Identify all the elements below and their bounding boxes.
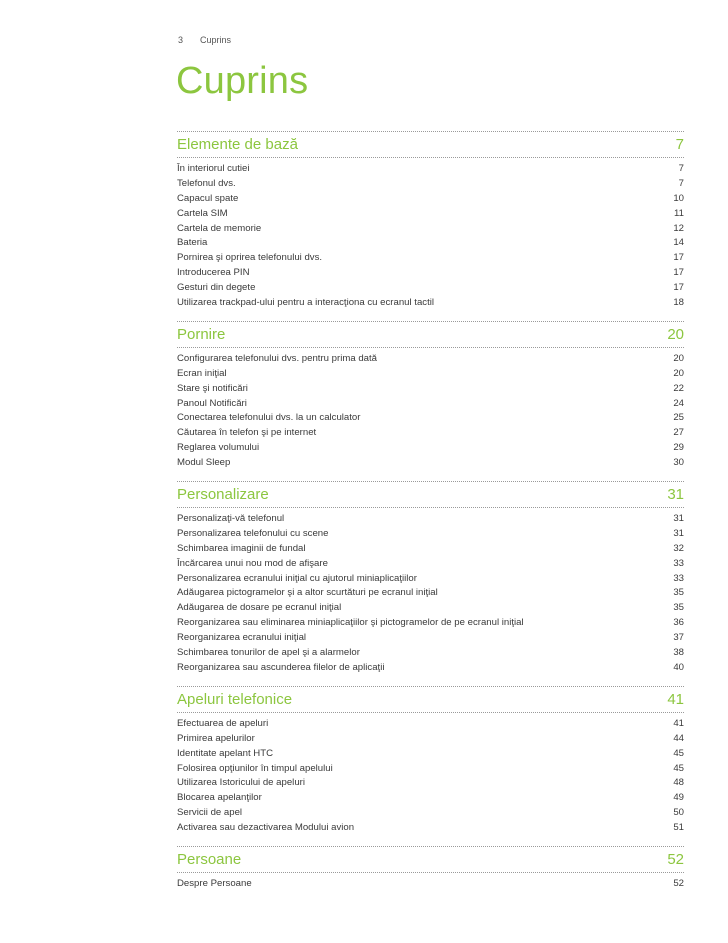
toc-entry-page: 25 [673, 412, 684, 424]
section-heading[interactable] [177, 131, 684, 158]
toc-entry[interactable] [177, 352, 684, 367]
toc-entry[interactable] [177, 382, 684, 397]
toc-entry[interactable] [177, 631, 684, 646]
toc-entry-label: Configurarea telefonului dvs. pentru prima dată [177, 352, 377, 364]
toc-entry-page: 37 [673, 632, 684, 644]
toc-entry-label: Folosirea opţiunilor în timpul apelului [177, 762, 333, 774]
toc-entry-label: Gesturi din degete [177, 282, 256, 294]
toc-entry-page: 7 [678, 163, 684, 174]
toc-entry[interactable] [177, 557, 684, 572]
toc-entry[interactable] [177, 207, 684, 222]
toc-entry-page: 41 [673, 717, 684, 729]
toc-entry-page: 17 [673, 267, 684, 279]
toc-entry[interactable] [177, 367, 684, 382]
toc-entry[interactable] [177, 266, 684, 281]
section-page-number: 7 [675, 136, 684, 153]
toc-entry[interactable] [177, 732, 684, 747]
toc-entry[interactable] [177, 192, 684, 207]
toc-entry[interactable] [177, 251, 684, 266]
toc-entry-label: Identitate apelant HTC [177, 747, 273, 759]
toc-entry[interactable] [177, 456, 684, 471]
toc-entry[interactable] [177, 411, 684, 426]
section-title: Persoane [177, 850, 242, 868]
toc-entry-page: 35 [673, 602, 684, 614]
toc-entry[interactable] [177, 616, 684, 631]
section-page-number: 52 [667, 850, 684, 868]
toc-entry-label: Efectuarea de apeluri [177, 717, 269, 729]
toc-entry-page: 45 [673, 747, 684, 759]
toc-entry-page: 44 [673, 732, 684, 744]
toc-entry-label: Conectarea telefonului dvs. la un calculator [177, 412, 361, 424]
toc-entry-page: 31 [673, 527, 684, 539]
toc-entry-page: 7 [678, 177, 684, 189]
toc-entry-page: 50 [673, 807, 684, 819]
section-page-number: 41 [667, 690, 684, 708]
running-header [178, 35, 231, 45]
toc-entry-label: Cartela SIM [177, 207, 228, 219]
toc-entry-page: 27 [673, 427, 684, 439]
section-title: Elemente de bază [177, 136, 298, 153]
toc-entry-page: 12 [673, 222, 684, 234]
toc-entry-label: Modul Sleep [177, 457, 231, 469]
toc-entry[interactable] [177, 646, 684, 661]
section-page-number: 31 [667, 486, 684, 504]
section-heading[interactable] [177, 846, 684, 873]
toc-entry-label: Stare şi notificări [177, 382, 248, 394]
toc-entry[interactable] [177, 791, 684, 806]
table-of-contents [177, 131, 684, 902]
section-title: Pornire [177, 325, 226, 343]
toc-entry-label: Căutarea în telefon şi pe internet [177, 427, 317, 439]
toc-entry-label: Panoul Notificări [177, 397, 247, 409]
toc-entry-page: 22 [673, 382, 684, 394]
toc-entry-page: 33 [673, 572, 684, 584]
toc-entry-label: Utilizarea Istoricului de apeluri [177, 777, 305, 789]
toc-entry-page: 52 [673, 877, 684, 889]
toc-entry-label: Activarea sau dezactivarea Modului avion [177, 822, 355, 834]
toc-entry-label: Utilizarea trackpad-ului pentru a interacţiona cu ecranul tactil [177, 297, 435, 309]
toc-entry-label: Personalizaţi-vă telefonul [177, 513, 285, 525]
toc-entry-label: Ecran iniţial [177, 367, 227, 379]
toc-entry-label: Introducerea PIN [177, 267, 250, 279]
header-page-number: 3 [178, 35, 184, 45]
toc-entry-page: 17 [673, 252, 684, 264]
toc-entry[interactable] [177, 236, 684, 251]
toc-entry[interactable] [177, 661, 684, 676]
toc-entry-label: Reglarea volumului [177, 442, 260, 454]
toc-entry[interactable] [177, 806, 684, 821]
section-heading[interactable] [177, 686, 684, 713]
toc-entry-page: 31 [673, 513, 684, 525]
toc-section [177, 321, 684, 471]
toc-entry[interactable] [177, 426, 684, 441]
toc-entry-label: Pornirea şi oprirea telefonului dvs. [177, 252, 323, 264]
toc-entry-page: 33 [673, 557, 684, 569]
toc-section [177, 481, 684, 676]
toc-entry-label: Primirea apelurilor [177, 732, 255, 744]
toc-entry-page: 40 [673, 661, 684, 673]
toc-entry-label: Blocarea apelanţilor [177, 792, 262, 804]
toc-entry-label: Despre Persoane [177, 877, 252, 889]
toc-entry-page: 20 [673, 352, 684, 364]
toc-entry-page: 35 [673, 587, 684, 599]
toc-entry-label: Adăugarea pictogramelor şi a altor scurtături pe ecranul iniţial [177, 587, 438, 599]
toc-entry-label: Bateria [177, 237, 208, 249]
toc-entry-page: 32 [673, 542, 684, 554]
toc-entry-label: Schimbarea tonurilor de apel şi a alarmelor [177, 647, 360, 659]
section-heading[interactable] [177, 321, 684, 348]
toc-entry-page: 14 [673, 237, 684, 249]
toc-entry-page: 10 [673, 192, 684, 204]
toc-entry[interactable] [177, 762, 684, 777]
header-running-title: Cuprins [200, 35, 232, 45]
toc-entry[interactable] [177, 162, 684, 177]
toc-entry[interactable] [177, 542, 684, 557]
toc-entry[interactable] [177, 877, 684, 892]
toc-entry[interactable] [177, 601, 684, 616]
toc-entry-label: Reorganizarea sau eliminarea miniaplicaţiilor şi pictogramelor de pe ecranul iniţial [177, 617, 524, 629]
toc-entry[interactable] [177, 222, 684, 237]
toc-section [177, 686, 684, 836]
toc-entry[interactable] [177, 717, 684, 732]
toc-entry[interactable] [177, 527, 684, 542]
toc-entry-page: 18 [673, 297, 684, 309]
toc-entry-label: Adăugarea de dosare pe ecranul iniţial [177, 602, 342, 614]
toc-entry-page: 45 [673, 762, 684, 774]
toc-entry[interactable] [177, 776, 684, 791]
toc-entry-label: Reorganizarea ecranului iniţial [177, 632, 307, 644]
toc-entry-page: 48 [673, 777, 684, 789]
toc-entry[interactable] [177, 572, 684, 587]
toc-entry[interactable] [177, 512, 684, 527]
toc-entry[interactable] [177, 281, 684, 296]
section-title: Apeluri telefonice [177, 690, 293, 708]
toc-section [177, 131, 684, 311]
toc-entry[interactable] [177, 586, 684, 601]
toc-entry-label: Servicii de apel [177, 807, 243, 819]
section-title: Personalizare [177, 486, 269, 504]
section-page-number: 20 [667, 325, 684, 343]
toc-entry[interactable] [177, 177, 684, 192]
toc-entry[interactable] [177, 397, 684, 412]
toc-entry-label: În interiorul cutiei [177, 163, 250, 174]
toc-entry-label: Încărcarea unui nou mod de afişare [177, 557, 328, 569]
toc-entry-page: 49 [673, 792, 684, 804]
toc-entry-page: 11 [674, 207, 684, 219]
toc-entry-page: 24 [673, 397, 684, 409]
toc-entry-page: 29 [673, 442, 684, 454]
toc-entry[interactable] [177, 821, 684, 836]
toc-entry-page: 20 [673, 367, 684, 379]
toc-entry-page: 30 [673, 457, 684, 469]
toc-entry-label: Capacul spate [177, 192, 239, 204]
toc-entry-label: Personalizarea telefonului cu scene [177, 527, 329, 539]
toc-entry-page: 51 [673, 822, 684, 834]
toc-entry-label: Personalizarea ecranului iniţial cu ajutorul miniaplicaţiilor [177, 572, 417, 584]
toc-section [177, 846, 684, 892]
toc-entry-page: 36 [673, 617, 684, 629]
toc-entry[interactable] [177, 441, 684, 456]
toc-entry-label: Telefonul dvs. [177, 177, 236, 189]
toc-entry-label: Cartela de memorie [177, 222, 262, 234]
toc-entry[interactable] [177, 747, 684, 762]
toc-entry-page: 17 [673, 282, 684, 294]
toc-entry[interactable] [177, 296, 684, 311]
toc-entry-page: 38 [673, 647, 684, 659]
toc-entry-label: Reorganizarea sau ascunderea filelor de aplicaţii [177, 661, 385, 673]
section-heading[interactable] [177, 481, 684, 508]
page-title: Cuprins [176, 60, 309, 102]
toc-entry-label: Schimbarea imaginii de fundal [177, 542, 306, 554]
